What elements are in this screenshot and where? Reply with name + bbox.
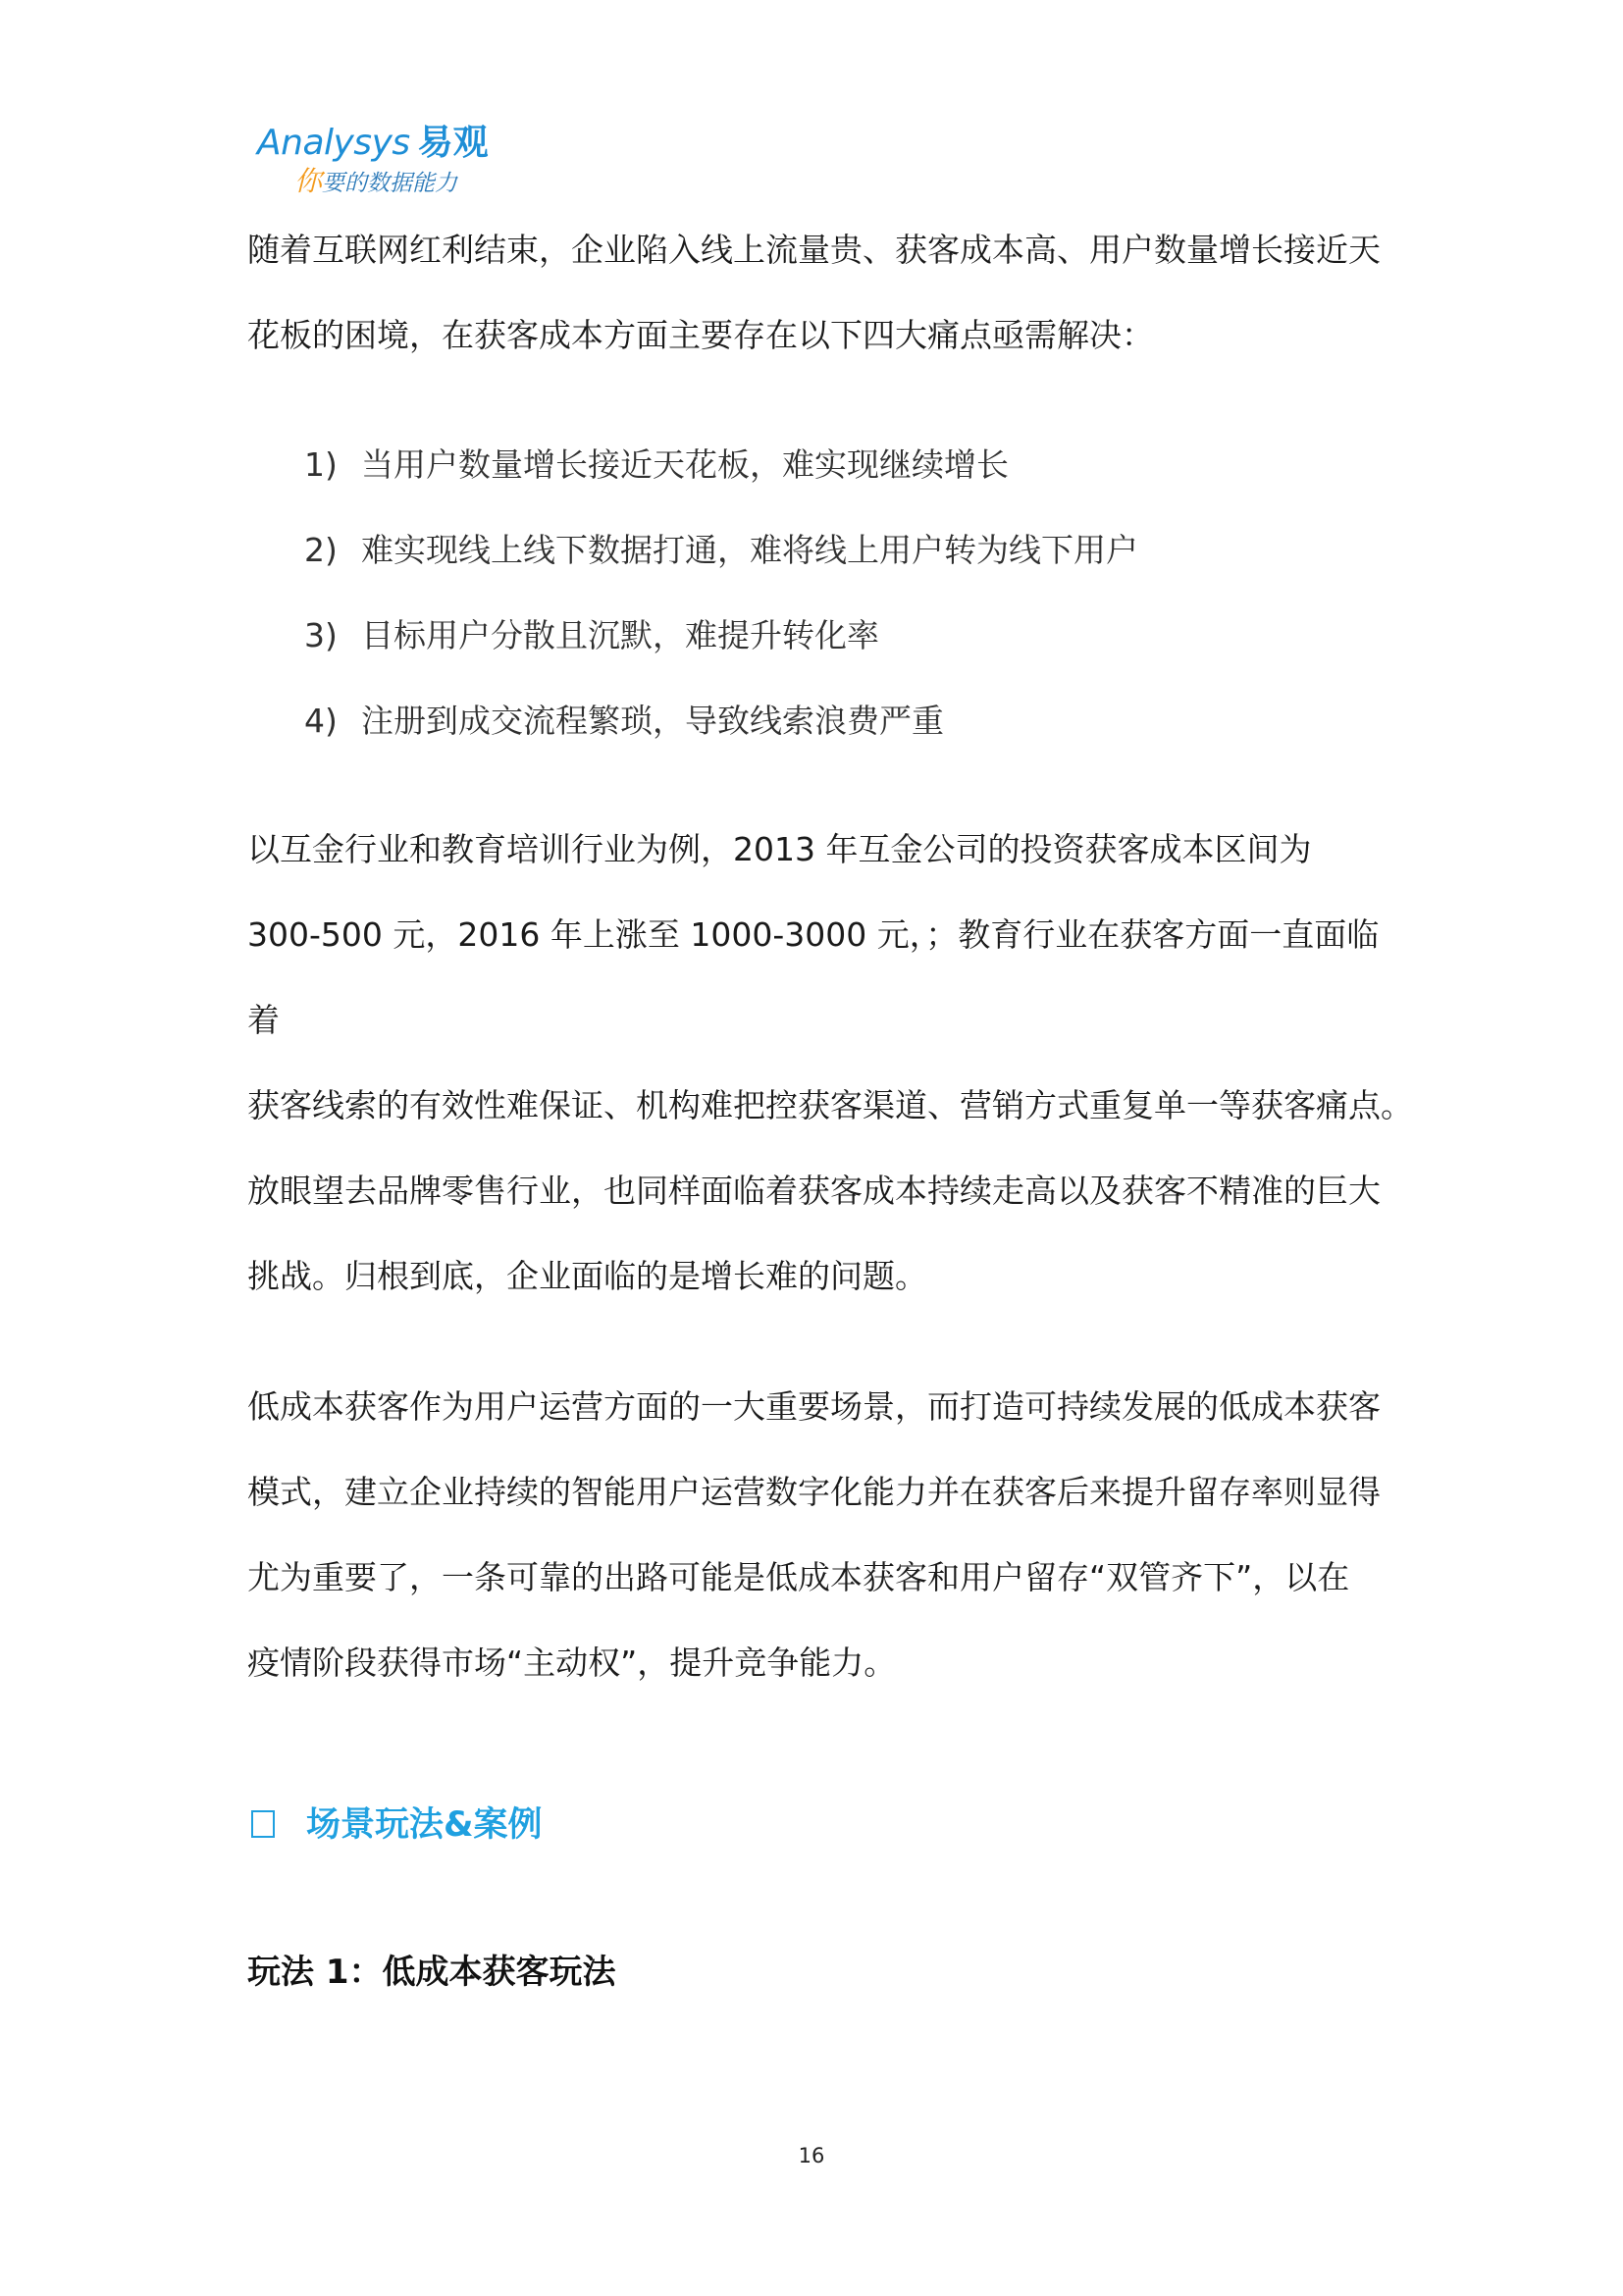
logo-chinese-name: 易观: [417, 123, 489, 163]
conclusion-line-2: 模式，建立企业持续的智能用户运营数字化能力并在获客后来提升留存率则显得: [247, 1473, 1381, 1511]
section-heading-text: 场景玩法&案例: [306, 1805, 543, 1845]
square-bullet-icon: [251, 1810, 275, 1838]
conclusion-line-4: 疫情阶段获得市场“主动权”，提升竞争能力。: [247, 1644, 897, 1682]
logo-tagline-accent: 你: [294, 165, 323, 197]
intro-line-1: 随着互联网红利结束，企业陷入线上流量贵、获客成本高、用户数量增长接近天: [247, 231, 1381, 269]
example-line-1: 以互金行业和教育培训行业为例，2013 年互金公司的投资获客成本区间为: [247, 830, 1312, 868]
list-item-number: 2): [304, 531, 338, 569]
list-item-number: 4): [304, 702, 338, 740]
list-item: [304, 422, 1009, 507]
example-line-3: 着: [247, 1001, 280, 1039]
logo-tagline-rest: 要的数据能力: [322, 171, 458, 196]
logo-english-name: Analysys: [257, 123, 410, 163]
intro-line-2: 花板的困境，在获客成本方面主要存在以下四大痛点亟需解决：: [247, 316, 1154, 354]
list-item-text: 目标用户分散且沉默，难提升转化率: [361, 616, 879, 654]
sub-heading: 玩法 1：低成本获客玩法: [247, 1953, 616, 1992]
list-item-number: 1): [304, 445, 338, 484]
page-number: 16: [798, 2144, 825, 2167]
list-item: [304, 507, 1138, 593]
conclusion-line-1: 低成本获客作为用户运营方面的一大重要场景，而打造可持续发展的低成本获客: [247, 1387, 1381, 1426]
list-item: [304, 678, 944, 763]
example-paragraph: [247, 807, 1413, 1319]
conclusion-line-3: 尤为重要了，一条可靠的出路可能是低成本获客和用户留存“双管齐下”，以在: [247, 1558, 1350, 1596]
section-heading: [251, 1796, 543, 1854]
logo-wordmark: [257, 120, 489, 167]
example-line-6: 挑战。归根到底，企业面临的是增长难的问题。: [247, 1257, 927, 1295]
analysys-logo: [257, 120, 512, 198]
example-line-4: 获客线索的有效性难保证、机构难把控获客渠道、营销方式重复单一等获客痛点。: [247, 1086, 1413, 1124]
list-item-text: 注册到成交流程繁琐，导致线索浪费严重: [361, 702, 944, 740]
list-item-number: 3): [304, 616, 338, 654]
logo-tagline: [294, 167, 457, 200]
list-item-text: 当用户数量增长接近天花板，难实现继续增长: [361, 445, 1009, 484]
example-line-5: 放眼望去品牌零售行业，也同样面临着获客成本持续走高以及获客不精准的巨大: [247, 1172, 1381, 1210]
intro-paragraph: [247, 207, 1387, 378]
example-line-2: 300-500 元，2016 年上涨至 1000-3000 元，；教育行业在获客方面一直面临: [247, 915, 1380, 954]
list-item: [304, 593, 879, 678]
conclusion-paragraph: [247, 1364, 1387, 1705]
list-item-text: 难实现线上线下数据打通，难将线上用户转为线下用户: [361, 531, 1138, 569]
